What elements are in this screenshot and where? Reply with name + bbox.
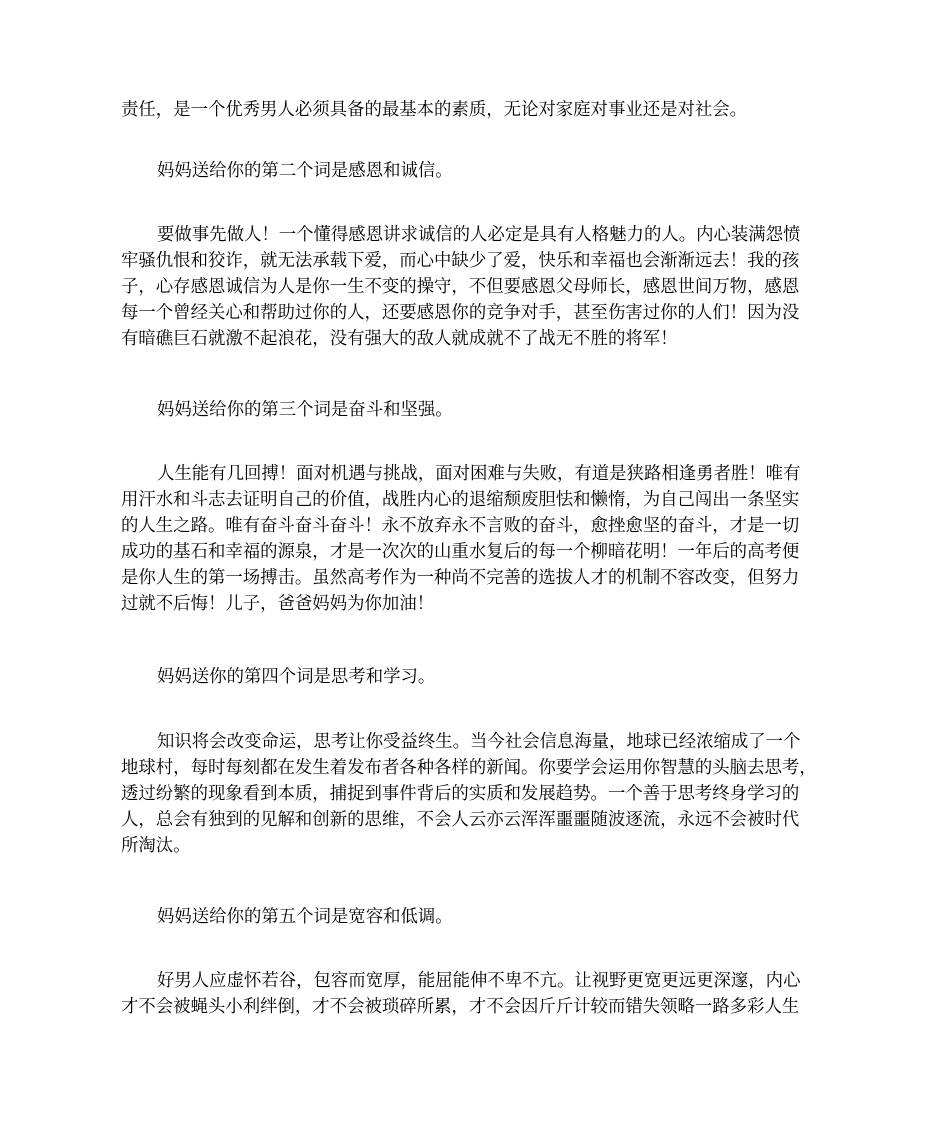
section-heading: 妈妈送给你的第二个词是感恩和诚信。 (157, 161, 453, 181)
section-heading: 妈妈送你的第四个词是思考和学习。 (157, 667, 436, 687)
text-line: 牢骚仇恨和狡诈，就无法承载下爱，而心中缺少了爱，快乐和幸福也会渐渐远去！我的孩 (121, 251, 800, 271)
text-line: 成功的基石和幸福的源泉，才是一次次的山重水复后的每一个柳暗花明！一年后的高考便 (121, 542, 800, 562)
text-line: 用汗水和斗志去证明自己的价值，战胜内心的退缩颓废胆怯和懒惰，为自己闯出一条坚实 (121, 490, 800, 510)
text-line: 人生能有几回搏！面对机遇与挑战，面对困难与失败，有道是狭路相逢勇者胜！唯有 (157, 464, 801, 484)
text-line: 透过纷繁的现象看到本质，捕捉到事件背后的实质和发展趋势。一个善于思考终身学习的 (121, 784, 800, 804)
text-line: 好男人应虚怀若谷，包容而宽厚，能屈能伸不卑不亢。让视野更宽更远更深邃，内心 (157, 971, 801, 991)
text-line: 责任，是一个优秀男人必须具备的最基本的素质，无论对家庭对事业还是对社会。 (121, 100, 748, 120)
text-line: 过就不后悔！儿子，爸爸妈妈为你加油！ (121, 594, 435, 614)
section-heading: 妈妈送给你的第三个词是奋斗和坚强。 (157, 400, 453, 420)
text-line: 知识将会改变命运，思考让你受益终生。当今社会信息海量，地球已经浓缩成了一个 (157, 732, 801, 752)
text-line: 的人生之路。唯有奋斗奋斗奋斗！永不放弃永不言败的奋斗，愈挫愈坚的奋斗，才是一切 (121, 516, 800, 536)
text-line: 有暗礁巨石就激不起浪花，没有强大的敌人就成就不了战无不胜的将军！ (121, 329, 678, 349)
text-line: 每一个曾经关心和帮助过你的人，还要感恩你的竞争对手，甚至伤害过你的人们！因为没 (121, 303, 800, 323)
text-line: 是你人生的第一场搏击。虽然高考作为一种尚不完善的选拔人才的机制不容改变，但努力 (121, 568, 800, 588)
text-line: 要做事先做人！一个懂得感恩讲求诚信的人必定是具有人格魅力的人。内心装满怨愤 (157, 225, 801, 245)
text-line: 所淘汰。 (121, 836, 191, 856)
section-heading: 妈妈送给你的第五个词是宽容和低调。 (157, 907, 453, 927)
text-line: 人，总会有独到的见解和创新的思维，不会人云亦云浑浑噩噩随波逐流，永远不会被时代 (121, 810, 800, 830)
text-line: 子，心存感恩诚信为人是你一生不变的操守，不但要感恩父母师长，感恩世间万物，感恩 (121, 277, 800, 297)
text-line: 地球村，每时每刻都在发生着发布者各种各样的新闻。你要学会运用你智慧的头脑去思考， (121, 758, 817, 778)
text-line: 才不会被蝇头小利绊倒，才不会被琐碎所累，才不会因斤斤计较而错失领略一路多彩人生 (121, 997, 800, 1017)
